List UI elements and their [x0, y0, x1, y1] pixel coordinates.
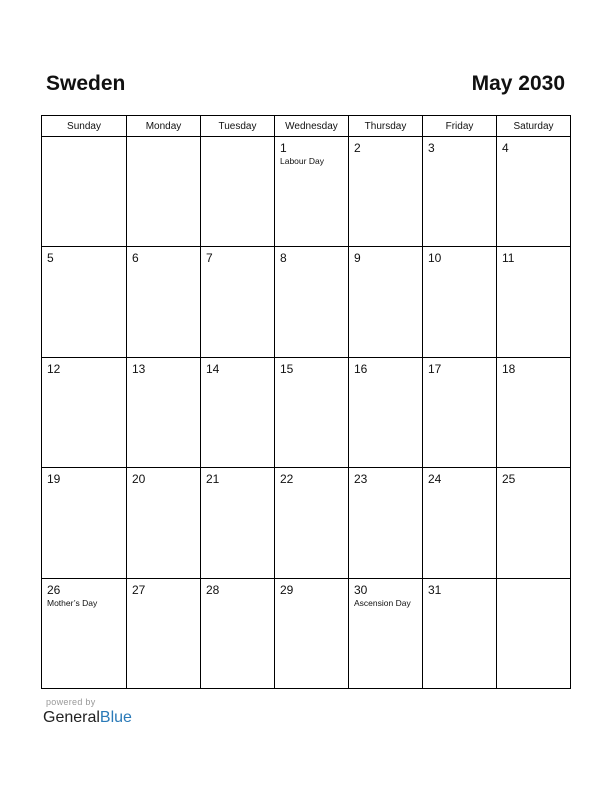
day-number: 10	[428, 251, 442, 266]
day-number: 24	[428, 472, 442, 487]
day-number: 30	[354, 582, 368, 597]
day-number: 25	[502, 472, 516, 487]
day-cell	[127, 247, 201, 357]
day-number	[42, 137, 126, 141]
week-row-3	[42, 357, 571, 467]
day-number: 23	[354, 472, 368, 487]
day-number: 3	[428, 141, 435, 155]
day-number: 2	[354, 141, 361, 155]
day-cell	[42, 357, 127, 467]
day-number	[127, 137, 200, 141]
day-cell	[497, 578, 571, 688]
day-cell	[349, 468, 423, 578]
day-number: 22	[280, 472, 294, 487]
day-cell	[275, 247, 349, 357]
week-row-5	[42, 578, 571, 688]
day-number: 14	[206, 361, 220, 376]
calendar-grid	[41, 115, 571, 689]
holiday-label: Ascension Day	[354, 597, 411, 608]
country-title: Sweden	[46, 72, 126, 95]
day-number: 16	[354, 361, 368, 376]
day-cell	[275, 468, 349, 578]
day-cell	[497, 357, 571, 467]
day-number: 15	[280, 361, 294, 376]
day-cell	[423, 578, 497, 688]
day-cell	[201, 578, 275, 688]
weekday-saturday: Saturday	[497, 116, 571, 137]
day-number: 1	[280, 141, 287, 155]
day-cell	[42, 137, 127, 247]
day-number: 4	[502, 141, 509, 155]
day-number: 27	[132, 582, 146, 597]
day-number: 5	[47, 251, 54, 266]
day-cell	[497, 137, 571, 247]
day-number	[201, 137, 274, 141]
day-cell	[127, 357, 201, 467]
day-cell	[42, 578, 127, 688]
day-number: 19	[47, 472, 61, 487]
day-cell	[42, 247, 127, 357]
generalblue-brand[interactable]	[43, 697, 132, 728]
holiday-label: Mother’s Day	[47, 597, 98, 608]
weekday-thursday: Thursday	[349, 116, 423, 137]
day-cell	[423, 137, 497, 247]
day-number	[497, 579, 570, 583]
week-row-1	[42, 137, 571, 247]
day-cell	[275, 137, 349, 247]
day-number: 20	[132, 472, 146, 487]
day-cell	[349, 137, 423, 247]
day-cell	[127, 468, 201, 578]
weekday-monday: Monday	[127, 116, 201, 137]
day-number: 13	[132, 361, 146, 376]
day-number: 18	[502, 361, 516, 376]
day-cell	[201, 247, 275, 357]
weekday-wednesday: Wednesday	[275, 116, 349, 137]
day-cell	[201, 468, 275, 578]
day-number: 28	[206, 582, 220, 597]
day-cell	[349, 578, 423, 688]
day-cell	[275, 578, 349, 688]
day-number: 26	[47, 582, 61, 597]
day-number: 6	[132, 251, 139, 266]
day-cell	[497, 247, 571, 357]
day-cell	[127, 137, 201, 247]
day-number: 21	[206, 472, 220, 487]
day-number: 12	[47, 361, 61, 376]
day-number: 29	[280, 582, 294, 597]
holiday-label: Labour Day	[280, 156, 324, 166]
weekday-sunday: Sunday	[42, 116, 127, 137]
day-cell	[423, 357, 497, 467]
weekday-friday: Friday	[423, 116, 497, 137]
logo-blue-text: Blue	[99, 709, 132, 726]
logo-general-text: General	[43, 709, 100, 726]
day-cell	[201, 357, 275, 467]
day-number: 7	[206, 251, 213, 266]
powered-by-text: powered by	[46, 697, 96, 707]
day-cell	[201, 137, 275, 247]
day-cell	[275, 357, 349, 467]
week-row-2	[42, 247, 571, 357]
week-row-4	[42, 468, 571, 578]
day-cell	[42, 468, 127, 578]
day-number: 11	[502, 251, 515, 266]
day-number: 17	[428, 361, 442, 376]
day-cell	[127, 578, 201, 688]
day-number: 9	[354, 251, 361, 266]
day-number: 31	[428, 582, 442, 597]
month-year-title: May 2030	[471, 72, 565, 95]
weekday-tuesday: Tuesday	[201, 116, 275, 137]
day-cell	[497, 468, 571, 578]
day-cell	[349, 247, 423, 357]
generalblue-logo	[43, 708, 132, 728]
day-cell	[423, 247, 497, 357]
day-cell	[349, 357, 423, 467]
day-cell	[423, 468, 497, 578]
weekday-header-row	[42, 116, 571, 137]
day-number: 8	[280, 251, 287, 266]
